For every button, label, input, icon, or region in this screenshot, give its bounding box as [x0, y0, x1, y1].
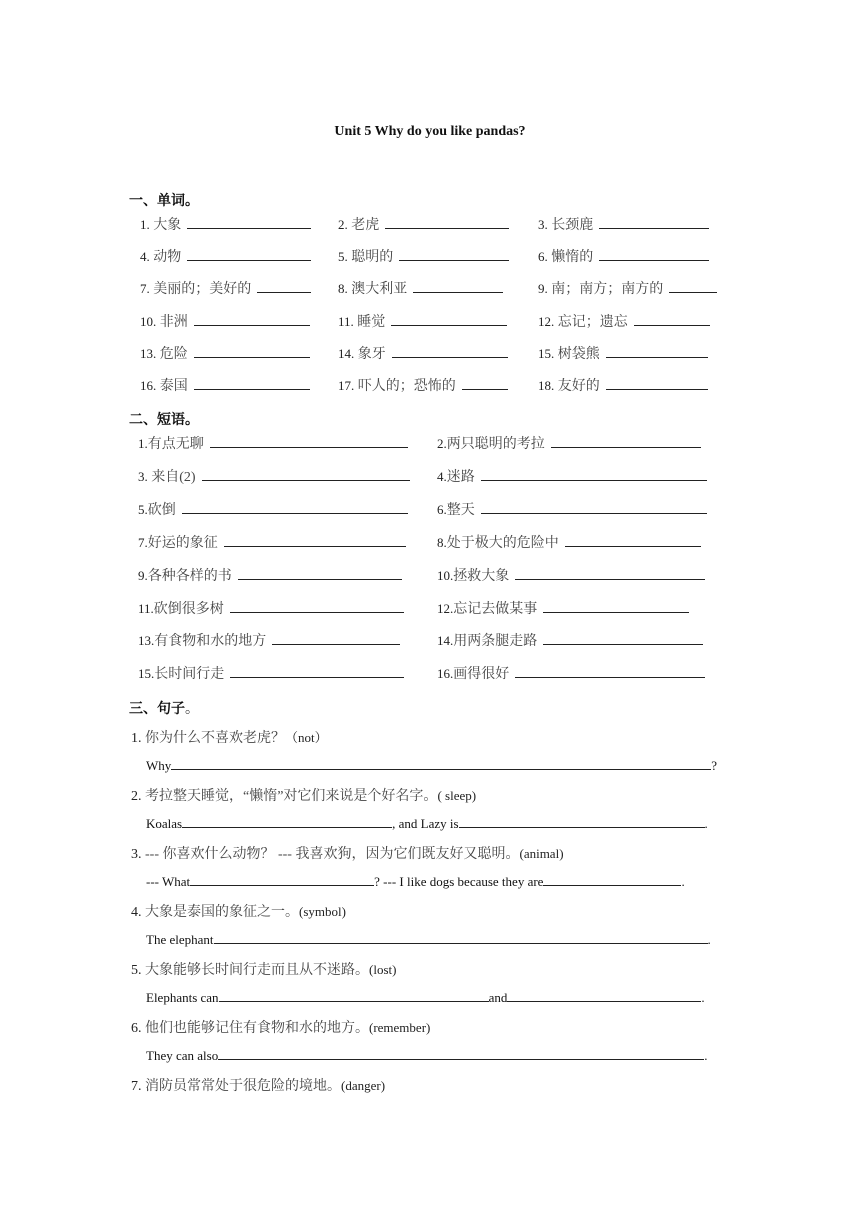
answer-blank[interactable]: [462, 375, 508, 390]
answer-blank[interactable]: [599, 214, 709, 229]
vocab-item: [538, 278, 717, 298]
answer-blank[interactable]: [507, 989, 701, 1002]
answer-suffix: .: [681, 874, 685, 889]
phrase-row: [0, 630, 860, 650]
phrase-item: [437, 598, 689, 618]
item-text: 来自(2): [151, 470, 196, 485]
phrase-item: [437, 532, 701, 552]
phrase-row: [0, 433, 860, 453]
item-number: 14.: [437, 633, 454, 648]
item-number: 12.: [538, 314, 555, 329]
answer-middle: , and Lazy is: [392, 816, 459, 831]
answer-blank[interactable]: [210, 433, 408, 448]
answer-blank[interactable]: [481, 466, 707, 481]
item-number: 5.: [131, 963, 142, 978]
question-text: 你为什么不喜欢老虎？: [145, 731, 285, 746]
item-number: 15.: [138, 666, 155, 681]
item-number: 2.: [437, 436, 447, 451]
answer-blank[interactable]: [565, 532, 701, 547]
answer-blank[interactable]: [543, 630, 703, 645]
vocab-row: [0, 343, 860, 363]
sentence-answer-line: [146, 873, 685, 890]
item-text: 好运的象征: [147, 536, 218, 551]
answer-blank[interactable]: [194, 375, 310, 390]
answer-middle: ? --- I like dogs because they are: [374, 874, 544, 889]
phrase-item: [138, 598, 404, 618]
sentence-question: [131, 1075, 385, 1095]
answer-blank[interactable]: [669, 278, 717, 293]
answer-blank[interactable]: [606, 375, 708, 390]
answer-suffix: ?: [711, 758, 718, 773]
vocab-item: [338, 214, 509, 234]
section-1-heading: 一、单词。: [129, 194, 199, 209]
item-text: 整天: [446, 503, 475, 518]
phrase-row: [0, 466, 860, 486]
phrase-item: [138, 499, 408, 519]
vocab-item: [140, 246, 311, 266]
vocab-row: [0, 278, 860, 298]
item-text: 树袋熊: [557, 347, 600, 362]
sentence-question: [131, 959, 396, 979]
item-text: 老虎: [351, 218, 380, 233]
item-number: 10.: [437, 568, 454, 583]
sentence-answer-line: [146, 931, 711, 948]
item-text: 拯救大象: [453, 569, 510, 584]
item-text: 聪明的: [351, 250, 394, 265]
item-text: 睡觉: [357, 315, 386, 330]
item-text: 懒惰的: [551, 250, 594, 265]
answer-blank[interactable]: [606, 343, 708, 358]
item-text: 吓人的；恐怖的: [357, 379, 456, 394]
phrase-item: [437, 466, 707, 486]
item-number: 9.: [138, 568, 148, 583]
item-text: 非洲: [159, 315, 188, 330]
item-text: 有点无聊: [147, 437, 204, 452]
keyword-hint: ( sleep): [437, 788, 477, 803]
item-number: 7.: [131, 1079, 142, 1094]
vocab-item: [140, 343, 310, 363]
sentence-question: [131, 1017, 430, 1037]
answer-blank[interactable]: [187, 246, 311, 261]
keyword-hint: (animal): [519, 846, 564, 861]
answer-blank[interactable]: [391, 311, 507, 326]
item-text: 两只聪明的考拉: [446, 437, 545, 452]
vocab-row: [0, 214, 860, 234]
question-text: 大象能够长时间行走而且从不迷路。: [145, 963, 369, 978]
item-number: 6.: [131, 1021, 142, 1036]
item-number: 11.: [338, 314, 354, 329]
answer-blank[interactable]: [543, 598, 689, 613]
answer-blank[interactable]: [385, 214, 509, 229]
question-text: 他们也能够记住有食物和水的地方。: [145, 1021, 369, 1036]
item-text: 大象: [153, 218, 182, 233]
answer-blank[interactable]: [214, 931, 708, 944]
phrase-item: [138, 466, 410, 486]
item-number: 1.: [138, 436, 148, 451]
phrase-row: [0, 663, 860, 683]
phrase-item: [138, 565, 402, 585]
phrase-item: [138, 663, 404, 683]
item-text: 处于极大的危险中: [446, 536, 559, 551]
item-text: 忘记；遗忘: [557, 315, 628, 330]
item-number: 17.: [338, 378, 355, 393]
item-text: 美丽的；美好的: [153, 282, 252, 297]
answer-prefix: They can also: [146, 1048, 219, 1063]
answer-blank[interactable]: [218, 1047, 704, 1060]
answer-blank[interactable]: [230, 598, 404, 613]
answer-suffix: .: [707, 932, 711, 947]
keyword-hint: （not）: [285, 730, 328, 745]
answer-prefix: The elephant: [146, 932, 214, 947]
item-text: 泰国: [159, 379, 188, 394]
phrase-item: [437, 433, 701, 453]
item-number: 18.: [538, 378, 555, 393]
keyword-hint: (danger): [341, 1078, 386, 1093]
item-number: 13.: [140, 346, 157, 361]
answer-blank[interactable]: [481, 499, 707, 514]
section-3-heading-tail: 。: [185, 702, 199, 717]
vocab-row: [0, 311, 860, 331]
section-2-heading: 二、短语。: [129, 413, 199, 428]
vocab-item: [338, 246, 509, 266]
item-number: 14.: [338, 346, 355, 361]
answer-blank[interactable]: [272, 630, 400, 645]
answer-blank[interactable]: [194, 311, 310, 326]
sentence-question: [131, 785, 476, 805]
vocab-row: [0, 375, 860, 395]
phrase-item: [138, 433, 408, 453]
vocab-item: [538, 375, 708, 395]
answer-middle: and: [488, 990, 508, 1005]
answer-blank[interactable]: [182, 499, 408, 514]
answer-blank[interactable]: [551, 433, 701, 448]
phrase-row: [0, 499, 860, 519]
sentence-question: [131, 727, 328, 747]
vocab-item: [338, 375, 508, 395]
vocab-item: [140, 375, 310, 395]
item-number: 16.: [140, 378, 157, 393]
item-number: 3.: [138, 469, 148, 484]
vocab-item: [538, 311, 710, 331]
answer-blank[interactable]: [413, 278, 503, 293]
item-number: 8.: [338, 281, 348, 296]
item-number: 5.: [338, 249, 348, 264]
item-number: 2.: [131, 789, 142, 804]
item-text: 忘记去做某事: [453, 602, 538, 617]
item-text: 南；南方；南方的: [551, 282, 664, 297]
question-text: 消防员常常处于很危险的境地。: [145, 1079, 341, 1094]
item-number: 16.: [437, 666, 454, 681]
item-text: 象牙: [357, 347, 386, 362]
answer-blank[interactable]: [515, 663, 705, 678]
answer-prefix: --- What: [146, 874, 191, 889]
answer-blank[interactable]: [190, 873, 374, 886]
answer-blank[interactable]: [202, 466, 410, 481]
answer-blank[interactable]: [459, 815, 705, 828]
item-number: 3.: [131, 847, 142, 862]
item-text: 长颈鹿: [551, 218, 594, 233]
vocab-row: [0, 246, 860, 266]
vocab-item: [140, 214, 311, 234]
item-text: 友好的: [557, 379, 600, 394]
item-number: 10.: [140, 314, 157, 329]
item-number: 12.: [437, 601, 454, 616]
answer-blank[interactable]: [230, 663, 404, 678]
item-text: 动物: [153, 250, 182, 265]
item-number: 4.: [131, 905, 142, 920]
item-number: 4.: [140, 249, 150, 264]
page-title: Unit 5 Why do you like pandas?: [334, 124, 526, 139]
item-number: 5.: [138, 502, 148, 517]
phrase-row: [0, 532, 860, 552]
answer-blank[interactable]: [224, 532, 406, 547]
phrase-item: [138, 630, 400, 650]
answer-blank[interactable]: [219, 989, 489, 1002]
sentence-question: [131, 901, 346, 921]
item-number: 15.: [538, 346, 555, 361]
phrase-row: [0, 565, 860, 585]
vocab-item: [538, 214, 709, 234]
item-number: 1.: [140, 217, 150, 232]
question-text: 考拉整天睡觉，“懒惰”对它们来说是个好名字。: [145, 789, 438, 804]
answer-suffix: .: [701, 990, 705, 1005]
item-number: 7.: [138, 535, 148, 550]
answer-suffix: .: [704, 816, 708, 831]
answer-blank[interactable]: [187, 214, 311, 229]
item-number: 8.: [437, 535, 447, 550]
item-text: 用两条腿走路: [453, 634, 538, 649]
item-text: 危险: [159, 347, 188, 362]
item-number: 6.: [437, 502, 447, 517]
sentence-answer-line: [146, 815, 708, 832]
section-3-heading-text: 三、句子: [129, 702, 185, 717]
phrase-item: [437, 630, 703, 650]
phrase-item: [437, 565, 705, 585]
item-number: 4.: [437, 469, 447, 484]
vocab-item: [538, 246, 709, 266]
item-number: 6.: [538, 249, 548, 264]
phrase-item: [437, 499, 707, 519]
answer-blank[interactable]: [182, 815, 392, 828]
vocab-item: [338, 343, 508, 363]
item-text: 长时间行走: [154, 667, 225, 682]
item-text: 澳大利亚: [351, 282, 408, 297]
vocab-item: [338, 278, 503, 298]
item-number: 2.: [338, 217, 348, 232]
sentence-answer-line: [146, 757, 717, 774]
answer-blank[interactable]: [257, 278, 311, 293]
item-number: 11.: [138, 601, 154, 616]
answer-blank[interactable]: [543, 873, 681, 886]
vocab-item: [140, 278, 311, 298]
section-3-heading: [129, 698, 199, 718]
answer-suffix: .: [704, 1048, 708, 1063]
answer-blank[interactable]: [238, 565, 402, 580]
answer-blank[interactable]: [399, 246, 509, 261]
answer-blank[interactable]: [515, 565, 705, 580]
sentence-answer-line: [146, 1047, 707, 1064]
question-text: 大象是泰国的象征之一。: [145, 905, 299, 920]
item-number: 3.: [538, 217, 548, 232]
answer-blank[interactable]: [599, 246, 709, 261]
sentence-question: [131, 843, 564, 863]
answer-blank[interactable]: [392, 343, 508, 358]
phrase-item: [138, 532, 406, 552]
vocab-item: [538, 343, 708, 363]
item-number: 9.: [538, 281, 548, 296]
keyword-hint: (remember): [369, 1020, 431, 1035]
item-text: 迷路: [446, 470, 475, 485]
vocab-item: [140, 311, 310, 331]
answer-blank[interactable]: [634, 311, 710, 326]
sentence-answer-line: [146, 989, 705, 1006]
answer-prefix: Koalas: [146, 816, 183, 831]
answer-blank[interactable]: [171, 757, 711, 770]
item-text: 砍倒: [147, 503, 176, 518]
item-text: 有食物和水的地方: [154, 634, 267, 649]
item-text: 画得很好: [453, 667, 510, 682]
item-text: 砍倒很多树: [153, 602, 224, 617]
keyword-hint: (symbol): [299, 904, 346, 919]
answer-prefix: Elephants can: [146, 990, 219, 1005]
item-text: 各种各样的书: [147, 569, 232, 584]
item-number: 1.: [131, 731, 142, 746]
vocab-item: [338, 311, 507, 331]
item-number: 7.: [140, 281, 150, 296]
item-number: 13.: [138, 633, 155, 648]
phrase-row: [0, 598, 860, 618]
question-text: --- 你喜欢什么动物？ --- 我喜欢狗，因为它们既友好又聪明。: [145, 847, 520, 862]
answer-prefix: Why: [146, 758, 172, 773]
answer-blank[interactable]: [194, 343, 310, 358]
phrase-item: [437, 663, 705, 683]
keyword-hint: (lost): [369, 962, 397, 977]
